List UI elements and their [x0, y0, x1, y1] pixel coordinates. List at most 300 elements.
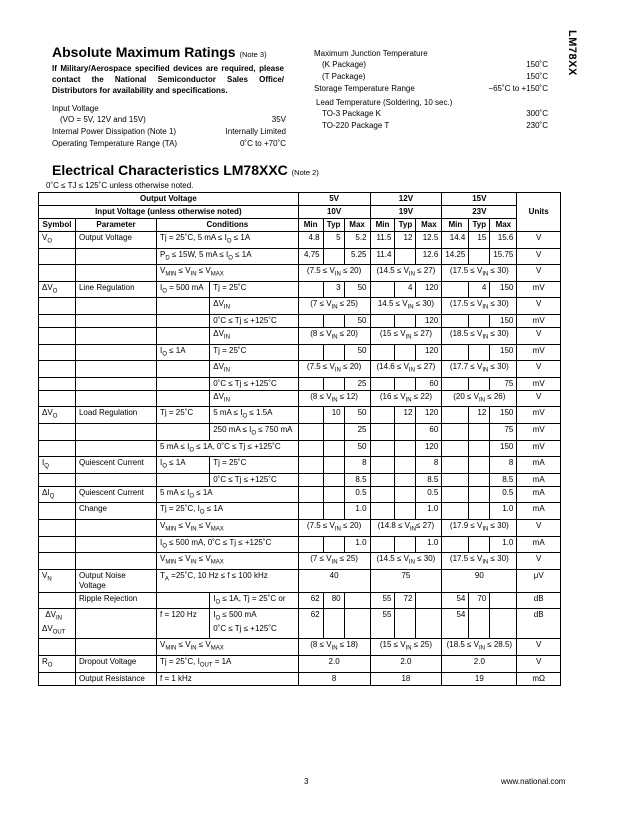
table-cell: [469, 344, 490, 361]
table-cell: 10: [323, 407, 344, 424]
table-cell: 15.75: [490, 248, 517, 265]
table-cell: $V_{MIN} \le V_{IN} \le V_{MAX}$: [157, 519, 299, 536]
table-cell: mA: [517, 486, 561, 503]
table-row: [39, 569, 561, 592]
to3-label: TO-3 Package K: [322, 109, 381, 118]
table-cell: 50: [344, 281, 370, 298]
table-cell: [39, 553, 76, 570]
h-15v: 15V: [442, 193, 517, 206]
table-cell: [39, 265, 76, 282]
table-cell: f = 1 kHz: [157, 672, 299, 685]
table-cell: [442, 344, 469, 361]
table-cell: [469, 486, 490, 503]
table-cell: [416, 592, 442, 609]
amr-row-k: [322, 60, 548, 69]
table-cell: $(17.5 \le V_{IN} \le 30)$: [442, 265, 517, 282]
table-cell: V: [517, 298, 561, 315]
table-cell: mA: [517, 457, 561, 474]
table-cell: [298, 457, 323, 474]
table-cell: 75: [490, 423, 517, 440]
table-cell: [442, 423, 469, 440]
table-row: [39, 390, 561, 407]
table-cell: 50: [344, 440, 370, 457]
table-cell: $\Delta V_{IN}$: [210, 298, 298, 315]
h-input-voltage: Input Voltage (unless otherwise noted): [39, 206, 299, 219]
table-cell: 12: [395, 232, 416, 249]
h-parameter: Parameter: [75, 219, 156, 232]
table-cell: $(14.6 \le V_{IN} \le 27)$: [370, 361, 442, 378]
table-cell: $\Delta V_O$: [39, 281, 76, 298]
table-row: [39, 314, 561, 327]
table-cell: 25: [344, 377, 370, 390]
amr-title: Absolute Maximum Ratings: [52, 44, 236, 60]
table-cell: 54: [442, 592, 469, 609]
amr-row-otr: [52, 139, 286, 148]
table-row: [39, 440, 561, 457]
table-cell: 15: [469, 232, 490, 249]
table-cell: $(14.5 \le V_{IN} \le 27)$: [370, 265, 442, 282]
table-cell: [75, 440, 156, 457]
table-cell: $I_O \le 500$ mA 0˚C ≤ Tj ≤ +125˚C: [210, 609, 298, 639]
table-cell: [298, 440, 323, 457]
table-cell: [75, 473, 156, 486]
table-row: [39, 519, 561, 536]
website-link[interactable]: www.national.com: [501, 777, 566, 786]
table-cell: $P_D \le 15W$, 5 mA ≤ $I_O \le 1A$: [157, 248, 299, 265]
table-cell: 75: [370, 569, 442, 592]
table-cell: [323, 457, 344, 474]
table-cell: V: [517, 265, 561, 282]
table-cell: [370, 536, 395, 553]
table-cell: 15.6: [490, 232, 517, 249]
table-cell: $(17.5 \le V_{IN} \le 30)$: [442, 298, 517, 315]
table-cell: 150: [490, 407, 517, 424]
table-cell: Tj = 25˚C: [210, 457, 298, 474]
table-cell: [75, 423, 156, 440]
table-cell: [298, 377, 323, 390]
table-cell: 120: [416, 440, 442, 457]
table-cell: [39, 639, 76, 656]
table-cell: 25: [344, 423, 370, 440]
table-cell: 150: [490, 281, 517, 298]
table-cell: [395, 423, 416, 440]
table-cell: 2.0: [370, 656, 442, 673]
ec-note: (Note 2): [291, 168, 319, 177]
table-cell: Quiescent Current: [75, 457, 156, 474]
amr-row-to220: [322, 121, 548, 130]
table-cell: mV: [517, 314, 561, 327]
table-cell: [298, 344, 323, 361]
table-cell: [469, 473, 490, 486]
table-cell: 8: [344, 457, 370, 474]
table-cell: 4.8: [298, 232, 323, 249]
table-cell: [323, 423, 344, 440]
table-cell: [323, 536, 344, 553]
table-cell: Tj = 25˚C, $I_O \le 1A$: [157, 503, 299, 520]
table-cell: [157, 390, 210, 407]
part-number-tab: LM78XX: [566, 30, 578, 76]
table-cell: Ripple Rejection: [75, 592, 156, 609]
table-cell: mA: [517, 473, 561, 486]
table-cell: $(14.5 \le V_{IN} \le 30)$: [370, 553, 442, 570]
table-cell: [395, 248, 416, 265]
h-conditions: Conditions: [157, 219, 299, 232]
table-cell: [39, 327, 76, 344]
table-cell: 8.5: [344, 473, 370, 486]
table-cell: $\Delta V_{IN}$: [210, 327, 298, 344]
table-cell: 150: [490, 440, 517, 457]
ec-condition: 0˚C ≤ TJ ≤ 125˚C unless otherwise noted.: [46, 181, 194, 190]
table-cell: [39, 519, 76, 536]
table-cell: $I_O \le 1A$, Tj = 25˚C or: [210, 592, 298, 609]
table-cell: [157, 423, 210, 440]
h-typ-15: Typ: [469, 219, 490, 232]
h-19v: 19V: [370, 206, 442, 219]
table-cell: [344, 592, 370, 609]
ec-heading: [52, 162, 319, 178]
table-cell: $\Delta I_Q$: [39, 486, 76, 503]
h-min-12: Min: [370, 219, 395, 232]
table-cell: 2.0: [298, 656, 370, 673]
table-cell: [469, 423, 490, 440]
table-cell: [442, 281, 469, 298]
table-cell: [323, 609, 344, 639]
table-row: [39, 656, 561, 673]
table-cell: $14.5 \le V_{IN} \le 30$): [370, 298, 442, 315]
table-cell: μV: [517, 569, 561, 592]
table-cell: V: [517, 639, 561, 656]
table-cell: [395, 457, 416, 474]
table-cell: 5 mA ≤ $I_O \le 1A$: [157, 486, 299, 503]
table-cell: V: [517, 327, 561, 344]
table-cell: [75, 639, 156, 656]
table-cell: [469, 609, 490, 639]
h-23v: 23V: [442, 206, 517, 219]
table-row: [39, 361, 561, 378]
table-cell: 14.4: [442, 232, 469, 249]
table-cell: $(8 \le V_{IN} \le 20)$: [298, 327, 370, 344]
amr-row-t: [322, 72, 548, 81]
table-row: [39, 344, 561, 361]
table-cell: 12.6: [416, 248, 442, 265]
table-cell: 5.2: [344, 232, 370, 249]
table-cell: [442, 473, 469, 486]
table-cell: 70: [469, 592, 490, 609]
table-cell: dB: [517, 592, 561, 609]
table-cell: 11.5: [370, 232, 395, 249]
otr-value: 0˚C to +70˚C: [239, 139, 286, 148]
lead-label: Lead Temperature (Soldering, 10 sec.): [316, 98, 453, 107]
table-cell: [395, 314, 416, 327]
table-cell: mV: [517, 344, 561, 361]
table-cell: 14.25: [442, 248, 469, 265]
table-cell: [395, 486, 416, 503]
table-cell: [157, 473, 210, 486]
table-cell: 90: [442, 569, 517, 592]
table-cell: 60: [416, 423, 442, 440]
table-cell: [39, 536, 76, 553]
table-cell: [370, 314, 395, 327]
table-cell: [370, 344, 395, 361]
table-cell: [39, 298, 76, 315]
table-cell: $I_O \le 500$ mA, 0˚C ≤ Tj ≤ +125˚C: [157, 536, 299, 553]
table-cell: $(15 \le V_{IN} \le 27)$: [370, 327, 442, 344]
table-cell: [370, 407, 395, 424]
table-cell: 2.0: [442, 656, 517, 673]
table-cell: [323, 248, 344, 265]
table-cell: [395, 440, 416, 457]
table-cell: [75, 609, 156, 639]
table-cell: [298, 423, 323, 440]
amr-note: (Note 3): [239, 50, 267, 59]
table-cell: [395, 503, 416, 520]
table-cell: [75, 377, 156, 390]
table-cell: $(15 \le V_{IN} \le 25)$: [370, 639, 442, 656]
table-cell: [395, 536, 416, 553]
table-cell: [469, 248, 490, 265]
page-number: 3: [304, 777, 309, 786]
table-cell: 120: [416, 314, 442, 327]
ec-title: Electrical Characteristics LM78XXC: [52, 162, 288, 178]
table-cell: [490, 592, 517, 609]
amr-row-to3: [322, 109, 548, 118]
table-cell: [370, 440, 395, 457]
table-row: [39, 457, 561, 474]
table-cell: [442, 486, 469, 503]
table-cell: [395, 473, 416, 486]
table-cell: [442, 377, 469, 390]
table-cell: [370, 457, 395, 474]
table-cell: [39, 672, 76, 685]
table-cell: 8.5: [490, 473, 517, 486]
table-cell: $V_N$: [39, 569, 76, 592]
table-cell: [157, 361, 210, 378]
table-cell: [323, 377, 344, 390]
table-cell: 50: [344, 314, 370, 327]
table-cell: [323, 486, 344, 503]
table-cell: $(17.9 \le V_{IN} \le 30)$: [442, 519, 517, 536]
str-value: −65˚C to +150˚C: [488, 84, 548, 93]
table-cell: 8: [416, 457, 442, 474]
table-cell: Quiescent Current: [75, 486, 156, 503]
table-cell: $(7 \le V_{IN} \le 25)$: [298, 553, 370, 570]
table-cell: Output Noise Voltage: [75, 569, 156, 592]
table-cell: [39, 473, 76, 486]
table-cell: [298, 536, 323, 553]
t-value: 150˚C: [526, 72, 548, 81]
h-typ-5: Typ: [323, 219, 344, 232]
table-row: [39, 265, 561, 282]
table-cell: [75, 248, 156, 265]
table-row: [39, 298, 561, 315]
table-cell: [344, 609, 370, 639]
table-cell: $\Delta V_{IN}$: [210, 361, 298, 378]
table-cell: [469, 457, 490, 474]
table-cell: 5.25: [344, 248, 370, 265]
table-cell: 8: [490, 457, 517, 474]
table-row: [39, 503, 561, 520]
table-cell: 12.5: [416, 232, 442, 249]
vo-value: 35V: [271, 115, 286, 124]
table-cell: [157, 327, 210, 344]
ipd-value: Internally Limited: [225, 127, 286, 136]
table-cell: $\Delta V_O$: [39, 407, 76, 424]
table-cell: $\Delta V_{IN}$ $\Delta V_{OUT}$: [39, 609, 76, 639]
table-cell: 120: [416, 281, 442, 298]
table-row: [39, 281, 561, 298]
table-cell: f = 120 Hz: [157, 609, 210, 639]
to3-value: 300˚C: [526, 109, 548, 118]
table-cell: mV: [517, 377, 561, 390]
h-output-voltage: Output Voltage: [39, 193, 299, 206]
table-cell: [75, 327, 156, 344]
table-row: [39, 327, 561, 344]
h-symbol: Symbol: [39, 219, 76, 232]
table-cell: $(17.7 \le V_{IN} \le 30)$: [442, 361, 517, 378]
table-cell: 50: [344, 407, 370, 424]
table-cell: [39, 314, 76, 327]
amr-row-ipd: [52, 127, 286, 136]
table-cell: [298, 503, 323, 520]
table-cell: [469, 314, 490, 327]
table-cell: [39, 377, 76, 390]
table-cell: 80: [323, 592, 344, 609]
table-cell: $(18.5 \le V_{IN} \le 30)$: [442, 327, 517, 344]
table-cell: mA: [517, 536, 561, 553]
table-cell: 18: [370, 672, 442, 685]
table-cell: [298, 486, 323, 503]
table-cell: 60: [416, 377, 442, 390]
k-label: (K Package): [322, 60, 367, 69]
table-cell: [442, 457, 469, 474]
table-cell: [490, 609, 517, 639]
table-cell: dB: [517, 609, 561, 639]
table-cell: $I_O \le 1A$: [157, 344, 210, 361]
table-cell: 1.0: [344, 503, 370, 520]
table-cell: $V_O$: [39, 232, 76, 249]
table-cell: $V_{MIN} \le V_{IN} \le V_{MAX}$: [157, 265, 299, 282]
table-cell: Tj = 25˚C, 5 mA ≤ $I_O \le 1A$: [157, 232, 299, 249]
table-cell: [442, 536, 469, 553]
h-12v: 12V: [370, 193, 442, 206]
table-cell: V: [517, 361, 561, 378]
table-cell: [323, 344, 344, 361]
table-cell: 4: [395, 281, 416, 298]
table-cell: [442, 407, 469, 424]
table-cell: [395, 344, 416, 361]
table-cell: Tj = 25˚C: [210, 281, 298, 298]
table-cell: [39, 390, 76, 407]
table-cell: [469, 503, 490, 520]
table-cell: Change: [75, 503, 156, 520]
table-cell: 75: [490, 377, 517, 390]
table-cell: $(7.5 \le V_{IN} \le 20)$: [298, 519, 370, 536]
header-row-columns: [39, 219, 561, 232]
table-cell: 72: [395, 592, 416, 609]
table-cell: Tj = 25˚C: [157, 407, 210, 424]
h-min-15: Min: [442, 219, 469, 232]
table-cell: [39, 361, 76, 378]
table-cell: 5 mA ≤ $I_O \le 1.5A$: [210, 407, 298, 424]
table-cell: [39, 440, 76, 457]
table-cell: [75, 553, 156, 570]
table-cell: mV: [517, 281, 561, 298]
input-voltage-label: Input Voltage: [52, 104, 99, 113]
table-cell: Load Regulation: [75, 407, 156, 424]
table-cell: 3: [323, 281, 344, 298]
table-cell: [39, 503, 76, 520]
table-cell: mV: [517, 407, 561, 424]
h-max-12: Max: [416, 219, 442, 232]
table-cell: $(7.5 \le V_{IN} \le 20)$: [298, 265, 370, 282]
h-max-5: Max: [344, 219, 370, 232]
table-cell: $(20 \le V_{IN} \le 26)$: [442, 390, 517, 407]
table-cell: 19: [442, 672, 517, 685]
table-cell: [298, 281, 323, 298]
table-cell: [75, 361, 156, 378]
table-cell: [370, 503, 395, 520]
table-cell: [323, 473, 344, 486]
table-cell: [39, 248, 76, 265]
table-cell: 1.0: [344, 536, 370, 553]
table-cell: [395, 609, 416, 639]
table-cell: [323, 440, 344, 457]
table-cell: $(16 \le V_{IN} \le 22)$: [370, 390, 442, 407]
table-cell: Tj = 25˚C: [210, 344, 298, 361]
table-cell: 150: [490, 344, 517, 361]
vo-label: (VO = 5V, 12V and 15V): [60, 115, 146, 124]
table-cell: [75, 519, 156, 536]
table-row: [39, 473, 561, 486]
table-cell: V: [517, 390, 561, 407]
table-cell: [442, 440, 469, 457]
table-cell: [75, 344, 156, 361]
table-row: [39, 232, 561, 249]
table-cell: [395, 377, 416, 390]
table-cell: [39, 423, 76, 440]
table-cell: Line Regulation: [75, 281, 156, 298]
otr-label: Operating Temperature Range (TA): [52, 139, 178, 148]
table-cell: V: [517, 232, 561, 249]
electrical-characteristics-table: [38, 192, 561, 686]
amr-heading: [52, 44, 267, 60]
table-cell: $(8 \le V_{IN} \le 18)$: [298, 639, 370, 656]
table-cell: [469, 440, 490, 457]
table-cell: 0˚C ≤ Tj ≤ +125˚C: [210, 314, 298, 327]
table-cell: 4.75: [298, 248, 323, 265]
h-units: Units: [517, 193, 561, 232]
table-cell: $(14.8 \le V_{IN}\le 27)$: [370, 519, 442, 536]
ipd-label: Internal Power Dissipation (Note 1): [52, 127, 177, 136]
table-cell: [370, 423, 395, 440]
table-row: [39, 423, 561, 440]
table-cell: [157, 592, 210, 609]
table-cell: [157, 298, 210, 315]
table-row: [39, 377, 561, 390]
header-row-input-voltage: [39, 206, 561, 219]
table-row: [39, 639, 561, 656]
table-row: [39, 609, 561, 639]
table-cell: [75, 265, 156, 282]
table-cell: 150: [490, 314, 517, 327]
table-cell: $I_Q$: [39, 457, 76, 474]
table-cell: [75, 298, 156, 315]
table-row: [39, 672, 561, 685]
table-cell: 12: [469, 407, 490, 424]
table-cell: [469, 536, 490, 553]
table-cell: 250 mA ≤ $I_O \le 750$ mA: [210, 423, 298, 440]
amr-row-vo: [60, 115, 286, 124]
